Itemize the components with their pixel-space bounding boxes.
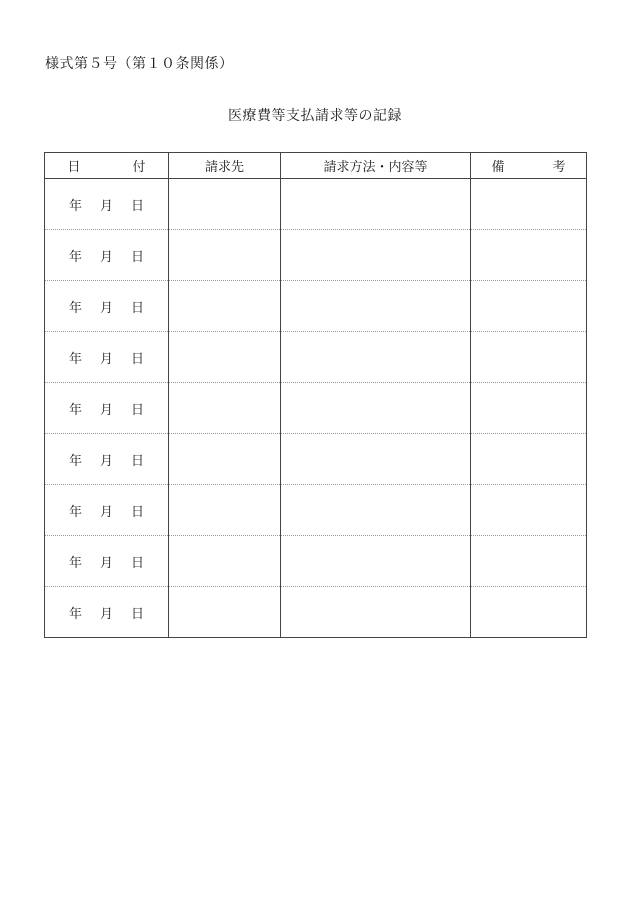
table-row (45, 587, 587, 638)
date-year-label: 年 (68, 300, 82, 316)
date-cell[interactable] (45, 383, 169, 434)
date-month-label: 月 (99, 606, 113, 622)
date-cell[interactable] (45, 281, 169, 332)
payment-record-table (44, 152, 587, 638)
header-date-left: 日 (67, 160, 81, 175)
remarks-cell[interactable] (471, 281, 587, 332)
date-month-label: 月 (99, 351, 113, 367)
table-row (45, 179, 587, 230)
date-day-label: 日 (130, 504, 144, 520)
method-cell[interactable] (281, 281, 471, 332)
method-cell[interactable] (281, 383, 471, 434)
method-cell[interactable] (281, 230, 471, 281)
form-number: 様式第５号（第１０条関係） (45, 56, 234, 72)
header-remarks-right: 考 (552, 160, 566, 175)
payee-cell[interactable] (169, 485, 281, 536)
remarks-cell[interactable] (471, 179, 587, 230)
date-year-label: 年 (68, 351, 82, 367)
date-month-label: 月 (99, 504, 113, 520)
date-day-label: 日 (130, 402, 144, 418)
table-row (45, 383, 587, 434)
date-cell[interactable] (45, 485, 169, 536)
table-row (45, 332, 587, 383)
payee-cell[interactable] (169, 230, 281, 281)
date-day-label: 日 (130, 198, 144, 214)
header-remarks-left: 備 (491, 160, 505, 175)
payee-cell[interactable] (169, 383, 281, 434)
date-month-label: 月 (99, 402, 113, 418)
table-row (45, 230, 587, 281)
date-cell[interactable] (45, 536, 169, 587)
payee-cell[interactable] (169, 332, 281, 383)
method-cell[interactable] (281, 332, 471, 383)
date-month-label: 月 (99, 555, 113, 571)
payee-cell[interactable] (169, 587, 281, 638)
table-header (45, 153, 587, 179)
date-year-label: 年 (68, 249, 82, 265)
date-year-label: 年 (68, 402, 82, 418)
table-row (45, 536, 587, 587)
date-month-label: 月 (99, 198, 113, 214)
payee-cell[interactable] (169, 281, 281, 332)
table-row (45, 434, 587, 485)
table-body (45, 179, 587, 638)
date-year-label: 年 (68, 198, 82, 214)
remarks-cell[interactable] (471, 230, 587, 281)
payee-cell[interactable] (169, 434, 281, 485)
date-cell[interactable] (45, 230, 169, 281)
date-month-label: 月 (99, 300, 113, 316)
date-month-label: 月 (99, 453, 113, 469)
header-method: 請求方法・内容等 (281, 153, 471, 179)
date-year-label: 年 (68, 453, 82, 469)
header-date-right: 付 (132, 160, 146, 175)
remarks-cell[interactable] (471, 485, 587, 536)
date-year-label: 年 (68, 606, 82, 622)
payee-cell[interactable] (169, 179, 281, 230)
date-day-label: 日 (130, 300, 144, 316)
date-year-label: 年 (68, 555, 82, 571)
document-title: 医療費等支払請求等の記録 (228, 108, 402, 124)
date-day-label: 日 (130, 453, 144, 469)
remarks-cell[interactable] (471, 383, 587, 434)
table-row (45, 281, 587, 332)
method-cell[interactable] (281, 587, 471, 638)
date-day-label: 日 (130, 606, 144, 622)
header-remarks (471, 153, 587, 179)
date-year-label: 年 (68, 504, 82, 520)
date-day-label: 日 (130, 555, 144, 571)
date-cell[interactable] (45, 434, 169, 485)
date-cell[interactable] (45, 332, 169, 383)
method-cell[interactable] (281, 536, 471, 587)
date-day-label: 日 (130, 249, 144, 265)
header-payee: 請求先 (169, 153, 281, 179)
date-cell[interactable] (45, 587, 169, 638)
table-row (45, 485, 587, 536)
remarks-cell[interactable] (471, 536, 587, 587)
date-cell[interactable] (45, 179, 169, 230)
date-day-label: 日 (130, 351, 144, 367)
remarks-cell[interactable] (471, 587, 587, 638)
header-date (45, 153, 169, 179)
method-cell[interactable] (281, 179, 471, 230)
remarks-cell[interactable] (471, 332, 587, 383)
method-cell[interactable] (281, 485, 471, 536)
date-month-label: 月 (99, 249, 113, 265)
method-cell[interactable] (281, 434, 471, 485)
payee-cell[interactable] (169, 536, 281, 587)
header-row (45, 153, 587, 179)
remarks-cell[interactable] (471, 434, 587, 485)
